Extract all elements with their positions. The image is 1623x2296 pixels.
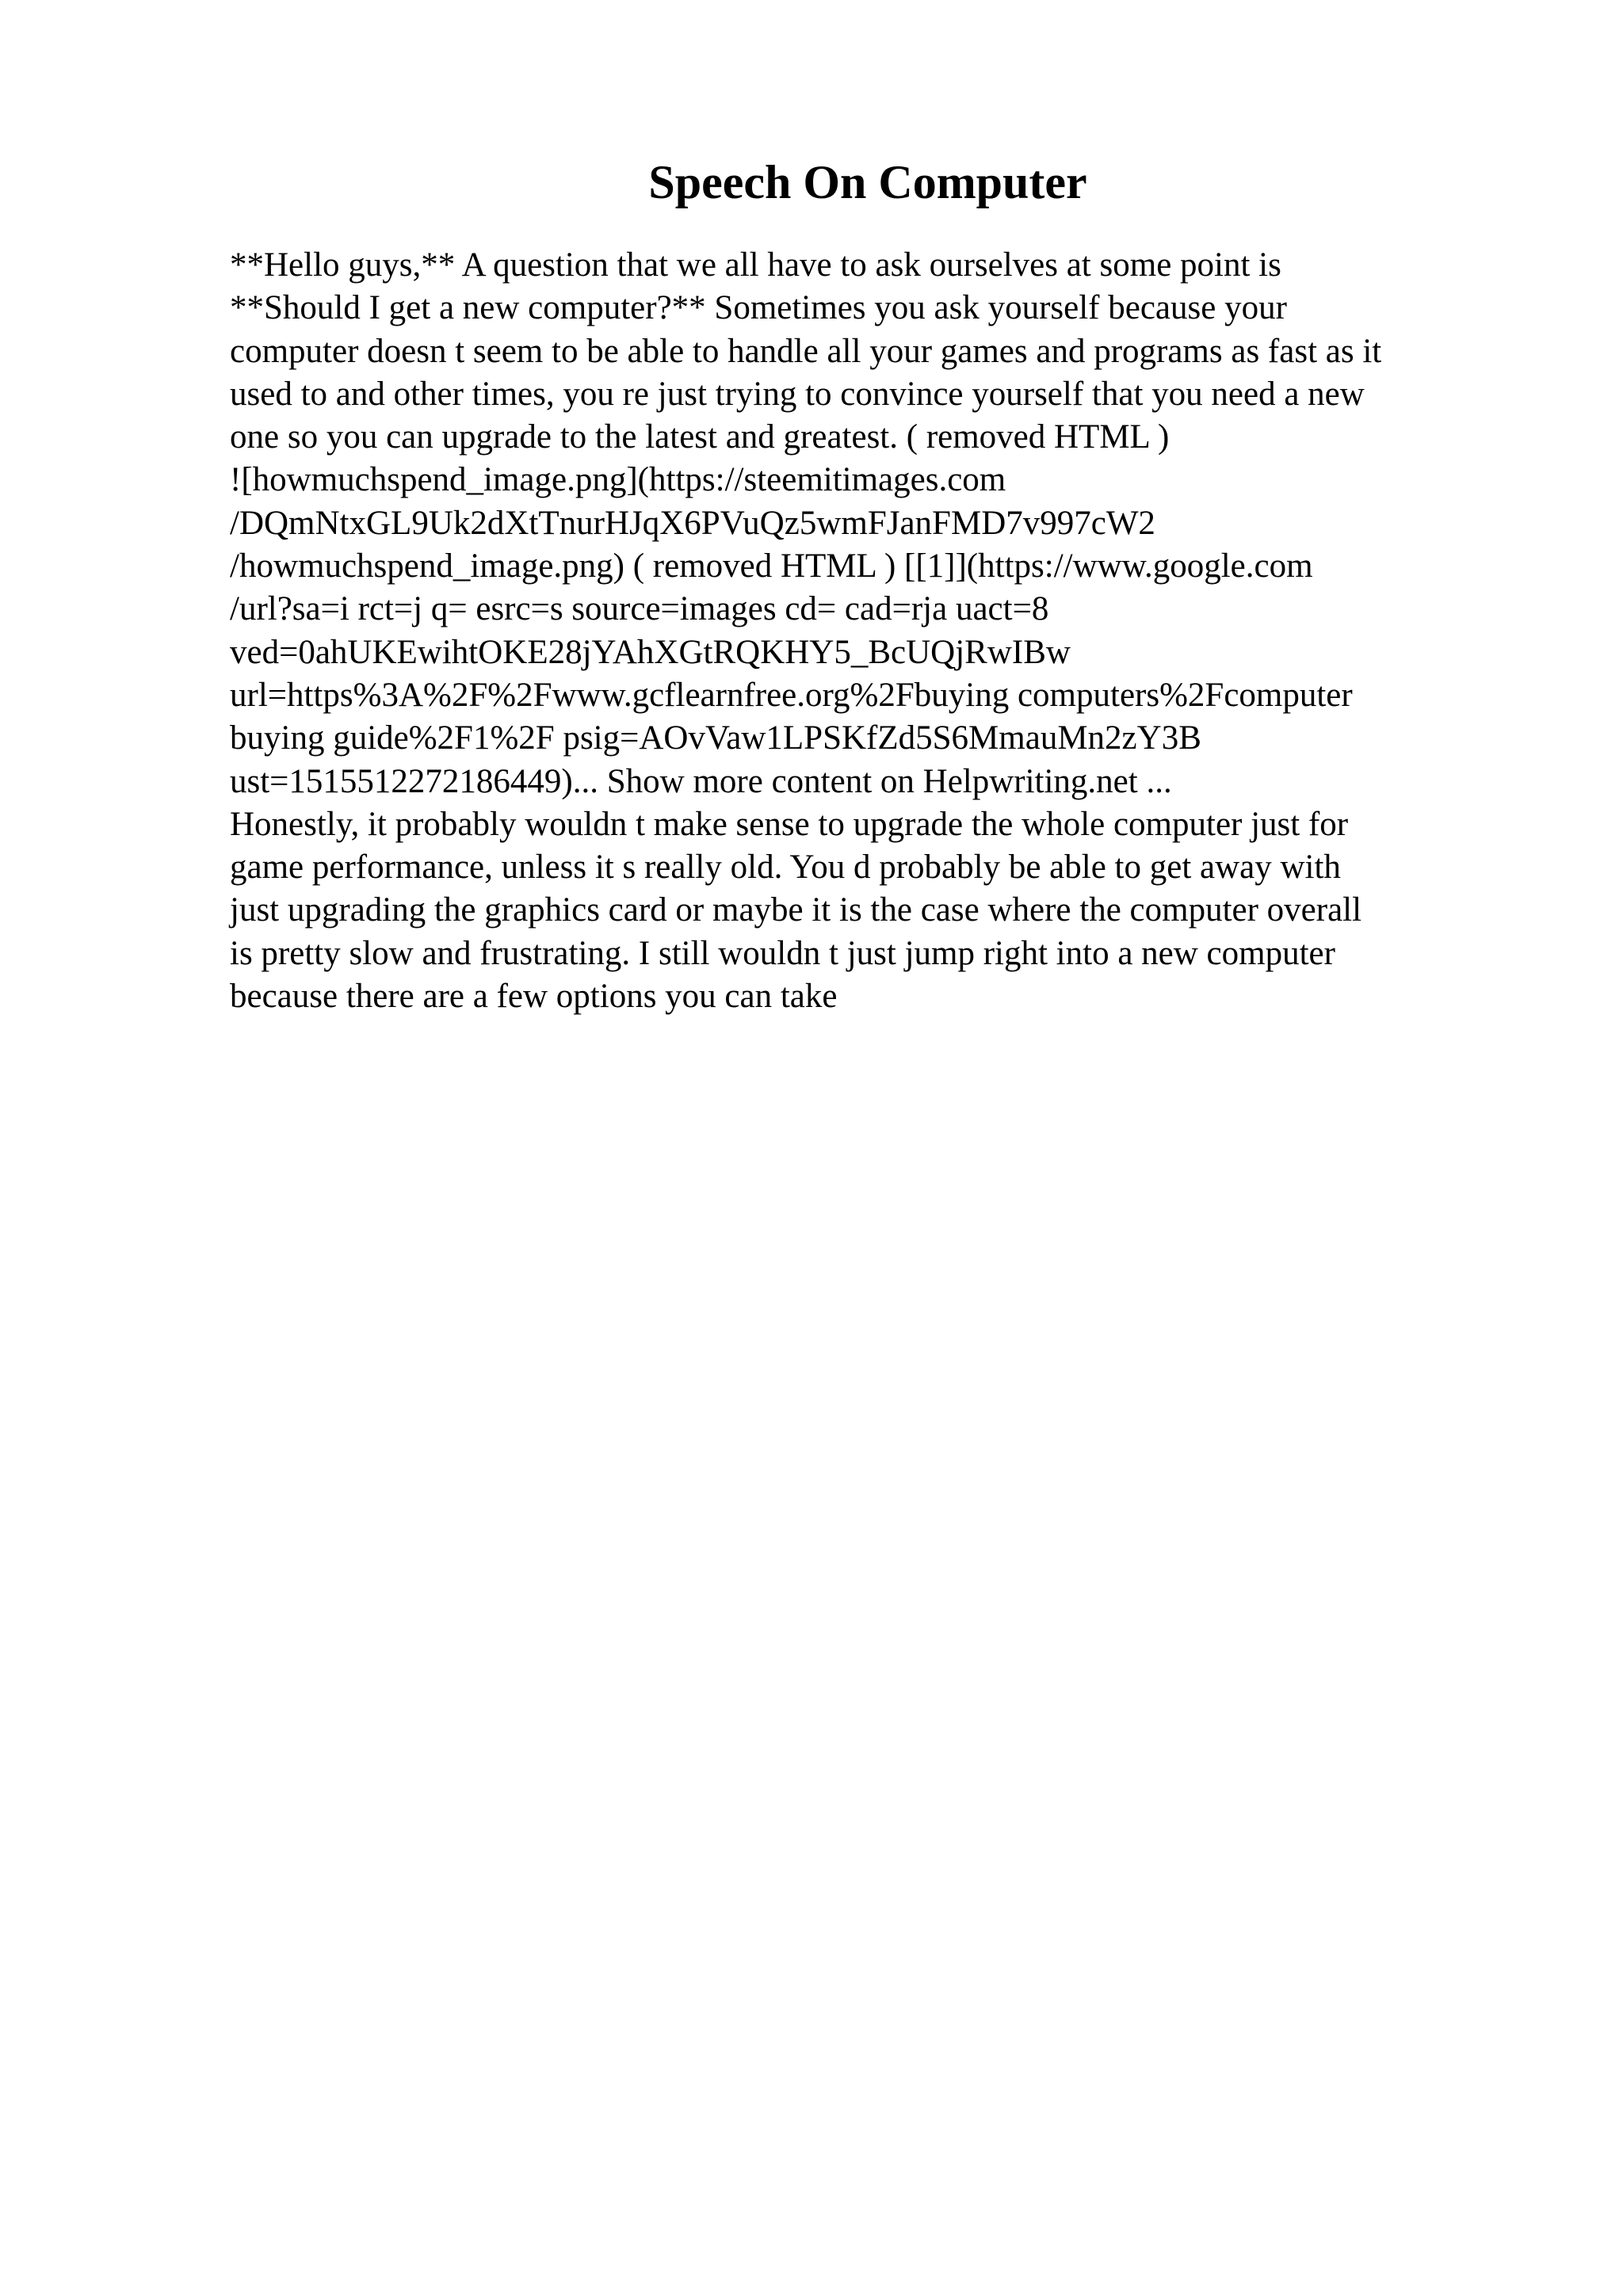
text-line: url=https%3A%2F%2Fwww.gcflearnfree.org%2Fbuying computers%2Fcomputer: [230, 676, 1353, 714]
text-line: /howmuchspend_image.png) ( removed HTML ) [[1]](https://www.google.com: [230, 547, 1313, 585]
text-line: **Hello guys,** A question that we all have to ask ourselves at some point is: [230, 246, 1281, 284]
text-line: buying guide%2F1%2F psig=AOvVaw1LPSKfZd5S6MmauMn2zY3B: [230, 719, 1201, 757]
text-line: is pretty slow and frustrating. I still wouldn t just jump right into a new computer: [230, 934, 1335, 972]
text-line: ved=0ahUKEwihtOKE28jYAhXGtRQKHY5_BcUQjRwIBw: [230, 633, 1071, 671]
text-line: **Should I get a new computer?** Sometimes you ask yourself because your: [230, 289, 1287, 327]
text-line: used to and other times, you re just trying to convince yourself that you need a new: [230, 375, 1365, 413]
text-line: Honestly, it probably wouldn t make sense to upgrade the whole computer just for: [230, 805, 1349, 843]
text-line: one so you can upgrade to the latest and greatest. ( removed HTML ): [230, 418, 1170, 456]
text-line: ust=1515512272186449)... Show more content on Helpwriting.net ...: [230, 762, 1172, 800]
text-line: ![howmuchspend_image.png](https://steemitimages.com: [230, 461, 1006, 499]
page-title: Speech On Computer: [648, 156, 1087, 208]
text-line: /DQmNtxGL9Uk2dXtTnurHJqX6PVuQz5wmFJanFMD7v997cW2: [230, 504, 1155, 542]
text-line: just upgrading the graphics card or maybe it is the case where the computer overall: [230, 891, 1362, 929]
text-line: game performance, unless it s really old. You d probably be able to get away with: [230, 849, 1341, 887]
body-text: [230, 244, 1498, 1018]
text-line: computer doesn t seem to be able to handle all your games and programs as fast as it: [230, 332, 1382, 370]
text-line: because there are a few options you can take: [230, 978, 838, 1016]
text-line: /url?sa=i rct=j q= esrc=s source=images cd= cad=rja uact=8: [230, 590, 1049, 628]
